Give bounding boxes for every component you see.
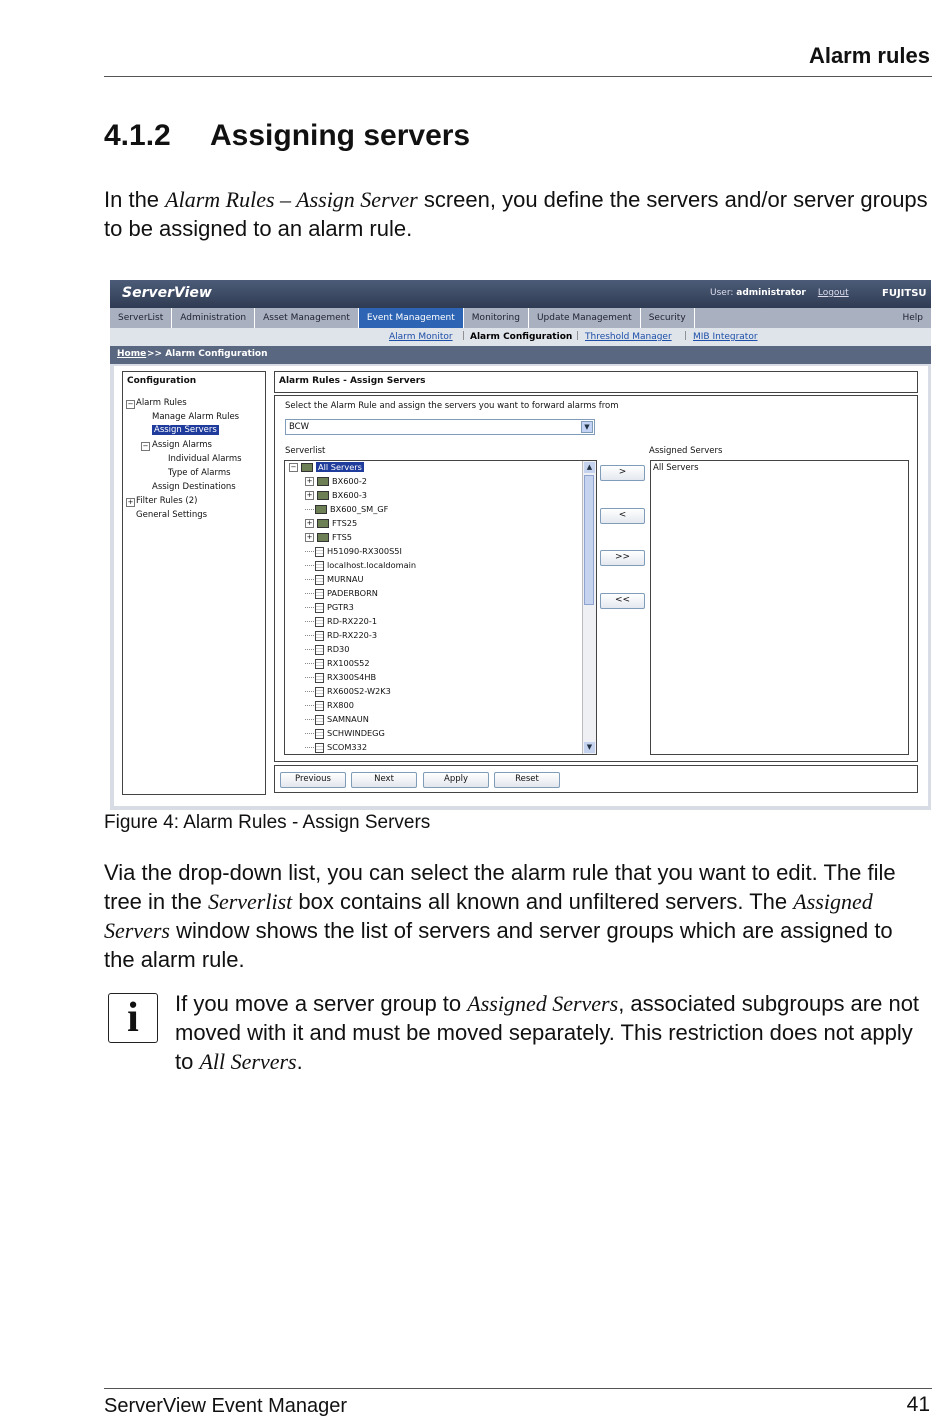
remove-server-button[interactable]: < [600, 508, 645, 524]
assign-servers-form [274, 395, 918, 762]
server-icon [315, 659, 324, 669]
tab-asset-management[interactable]: Asset Management [255, 308, 359, 328]
expand-icon[interactable]: + [306, 491, 313, 499]
tree-connector [305, 705, 314, 706]
tab-update-management[interactable]: Update Management [529, 308, 641, 328]
tree-connector [305, 691, 314, 692]
expand-icon[interactable]: + [306, 477, 313, 485]
tree-connector [305, 663, 314, 664]
tab-monitoring[interactable]: Monitoring [464, 308, 529, 328]
emphasis: All Servers [199, 1049, 297, 1074]
server-icon [315, 575, 324, 585]
breadcrumb-home[interactable]: Home [117, 349, 147, 359]
tree-connector [305, 733, 314, 734]
text-run: screen, you define the servers and/or server groups to be assigned to an alarm rule. [104, 187, 928, 241]
text-run: , associated subgroups are not moved with it and must be moved separately. This restriction does not apply to [175, 991, 920, 1074]
server-row[interactable] [305, 602, 354, 616]
text-run: window shows the list of servers and server groups which are assigned to the alarm rule. [104, 918, 893, 972]
figure-caption: Figure 4: Alarm Rules - Assign Servers [104, 812, 431, 833]
running-head: Alarm rules [808, 43, 930, 68]
server-row[interactable] [305, 644, 349, 658]
tree-manage-alarm-rules[interactable]: Manage Alarm Rules [152, 412, 240, 422]
scroll-up-icon[interactable]: ▲ [584, 462, 595, 473]
tab-serverlist[interactable]: ServerList [110, 308, 172, 328]
expand-icon[interactable]: + [306, 519, 313, 527]
breadcrumb-current: >> Alarm Configuration [147, 349, 268, 359]
assigned-item[interactable]: All Servers [653, 463, 699, 473]
server-row[interactable] [305, 588, 378, 602]
serverlist-label: Serverlist [285, 446, 326, 456]
subnav-threshold-manager[interactable]: Threshold Manager [585, 332, 672, 342]
user-label: User: [710, 288, 734, 298]
tab-help[interactable]: Help [902, 313, 923, 323]
serverlist-tree[interactable] [284, 460, 597, 755]
server-name: RX100S52 [327, 658, 370, 668]
server-icon [315, 603, 324, 613]
server-icon [315, 589, 324, 599]
server-name: RX300S4HB [327, 672, 377, 682]
server-row[interactable] [305, 658, 370, 672]
server-icon [315, 729, 324, 739]
section-title-text: Assigning servers [210, 119, 471, 152]
server-row[interactable] [305, 560, 416, 574]
page-number: 41 [906, 1393, 930, 1416]
scroll-down-icon[interactable]: ▼ [584, 742, 595, 753]
server-name: MURNAU [327, 574, 364, 584]
expand-icon[interactable]: + [306, 533, 313, 541]
subnav-separator: | [684, 331, 688, 341]
user-area [710, 288, 849, 298]
text-run: . [296, 1049, 303, 1074]
server-name: PADERBORN [327, 588, 378, 598]
server-name: RD-RX220-1 [327, 616, 378, 626]
alarm-rule-dropdown[interactable] [285, 419, 595, 435]
main-tabs [110, 308, 931, 328]
tree-connector [305, 649, 314, 650]
serverlist-scrollbar[interactable] [582, 461, 596, 754]
dropdown-value: BCW [289, 422, 310, 432]
server-row[interactable] [305, 728, 385, 742]
server-name: H51090-RX300S5I [327, 546, 402, 556]
server-name: BX600_SM_GF [330, 504, 389, 514]
chevron-down-icon[interactable]: ▼ [581, 421, 593, 433]
configuration-panel [122, 371, 266, 795]
server-group-icon [317, 519, 329, 528]
server-row[interactable] [305, 700, 354, 714]
tree-connector [305, 747, 314, 748]
content-area [114, 366, 928, 806]
tree-individual-alarms[interactable]: Individual Alarms [168, 454, 242, 464]
tree-connector [305, 607, 314, 608]
emphasis: Assigned Servers [467, 991, 619, 1016]
sub-navigation [110, 328, 931, 346]
emphasis: Serverlist [207, 889, 293, 914]
collapse-icon[interactable]: − [290, 463, 297, 471]
assigned-servers-label: Assigned Servers [649, 446, 723, 456]
next-button[interactable]: Next [351, 772, 417, 788]
server-name: RX800 [327, 700, 354, 710]
server-name: RX600S2-W2K3 [327, 686, 391, 696]
header-rule [104, 76, 932, 77]
panel-title: Alarm Rules - Assign Servers [279, 376, 426, 386]
serverview-logo: ServerView [122, 285, 212, 301]
tree-general-settings[interactable]: General Settings [136, 510, 208, 520]
tab-security[interactable]: Security [641, 308, 695, 328]
figure-screenshot [110, 280, 931, 810]
tree-assign-destinations[interactable]: Assign Destinations [152, 482, 236, 492]
server-row[interactable] [305, 476, 367, 490]
server-name: BX600-3 [332, 490, 368, 500]
server-icon [315, 715, 324, 725]
server-name: RD30 [327, 644, 350, 654]
collapse-icon[interactable]: − [127, 400, 134, 408]
add-all-button[interactable]: >> [600, 550, 645, 566]
text-run: If you move a server group to [175, 991, 468, 1016]
server-icon [315, 701, 324, 711]
tree-connector [305, 593, 314, 594]
tab-administration[interactable]: Administration [172, 308, 255, 328]
subnav-alarm-configuration[interactable]: Alarm Configuration [470, 332, 573, 342]
tree-connector [305, 621, 314, 622]
server-icon [315, 547, 324, 557]
server-name: RD-RX220-3 [327, 630, 378, 640]
server-group-icon [301, 463, 313, 472]
server-name: SAMNAUN [327, 714, 369, 724]
server-name: SCHWINDEGG [327, 728, 385, 738]
breadcrumb [110, 346, 931, 364]
server-row[interactable] [305, 546, 402, 560]
add-server-button[interactable]: > [600, 465, 645, 481]
footer-rule [104, 1388, 932, 1389]
configuration-title: Configuration [127, 376, 197, 386]
server-row[interactable] [305, 742, 367, 755]
footer-title: ServerView Event Manager [104, 1395, 348, 1417]
server-icon [315, 617, 324, 627]
text-run: box contains all known and unfiltered servers. The [292, 889, 794, 914]
tree-connector [305, 565, 314, 566]
server-row[interactable] [305, 532, 352, 546]
intro-paragraph [104, 185, 928, 243]
body-paragraph [104, 858, 928, 974]
logout-link[interactable]: Logout [817, 288, 849, 298]
server-icon [315, 673, 324, 683]
tree-assign-alarms[interactable]: Assign Alarms [152, 440, 212, 450]
tree-type-of-alarms[interactable]: Type of Alarms [168, 468, 231, 478]
server-name: PGTR3 [327, 602, 354, 612]
previous-button[interactable]: Previous [280, 772, 346, 788]
server-row[interactable] [305, 504, 388, 518]
expand-icon[interactable]: + [127, 498, 134, 506]
server-icon [315, 645, 324, 655]
server-row[interactable] [305, 574, 363, 588]
reset-button[interactable]: Reset [494, 772, 560, 788]
tree-connector [305, 719, 314, 720]
tree-filter-rules[interactable]: Filter Rules (2) [136, 496, 198, 506]
tree-alarm-rules[interactable]: Alarm Rules [136, 398, 187, 408]
info-icon: i [108, 993, 158, 1043]
collapse-icon[interactable]: − [142, 442, 149, 450]
server-group-icon [315, 505, 327, 514]
text-run: In the [104, 187, 166, 212]
server-row[interactable] [305, 630, 377, 644]
emphasis: Alarm Rules – Assign Server [165, 187, 418, 212]
server-name: SCOM332 [327, 742, 368, 752]
server-row[interactable] [289, 462, 364, 476]
section-number: 4.1.2 [104, 119, 171, 152]
server-group-icon [317, 491, 329, 500]
app-titlebar [110, 280, 931, 308]
server-name: localhost.localdomain [327, 560, 417, 570]
apply-button[interactable]: Apply [423, 772, 489, 788]
server-name: BX600-2 [332, 476, 368, 486]
subnav-mib-integrator[interactable]: MIB Integrator [693, 332, 758, 342]
tree-connector [305, 551, 314, 552]
text-run: Via the drop-down list, you can select the alarm rule that you want to edit. The file tree in the [104, 860, 896, 914]
tree-connector [305, 677, 314, 678]
server-row[interactable] [305, 672, 376, 686]
tab-event-management[interactable]: Event Management [359, 308, 464, 328]
server-group-icon [317, 477, 329, 486]
emphasis: Assigned Servers [104, 889, 873, 943]
wizard-button-bar [274, 765, 918, 793]
server-icon [315, 743, 324, 753]
subnav-separator: | [462, 331, 466, 341]
server-name: All Servers [318, 462, 362, 472]
fujitsu-logo: FUJITSU [882, 288, 927, 299]
info-note [175, 989, 930, 1076]
server-row[interactable] [305, 686, 391, 700]
subnav-alarm-monitor[interactable]: Alarm Monitor [389, 332, 453, 342]
server-group-icon [317, 533, 329, 542]
tree-connector [305, 579, 314, 580]
assigned-servers-list[interactable] [650, 460, 909, 755]
subnav-separator: | [576, 331, 580, 341]
tree-assign-servers[interactable]: Assign Servers [154, 425, 217, 435]
server-row[interactable] [305, 490, 367, 504]
server-name: FTS25 [332, 518, 358, 528]
tree-connector [305, 635, 314, 636]
tree-connector [305, 509, 314, 510]
server-row[interactable] [305, 616, 377, 630]
scrollbar-thumb[interactable] [584, 475, 594, 605]
server-row[interactable] [305, 714, 369, 728]
server-icon [315, 631, 324, 641]
server-icon [315, 561, 324, 571]
server-name: FTS5 [332, 532, 352, 542]
remove-all-button[interactable]: << [600, 593, 645, 609]
server-row[interactable] [305, 518, 357, 532]
instruction-text: Select the Alarm Rule and assign the servers you want to forward alarms from [285, 401, 619, 411]
panel-title-box [274, 371, 918, 393]
server-icon [315, 687, 324, 697]
user-name: administrator [736, 288, 806, 298]
section-title [104, 119, 470, 153]
